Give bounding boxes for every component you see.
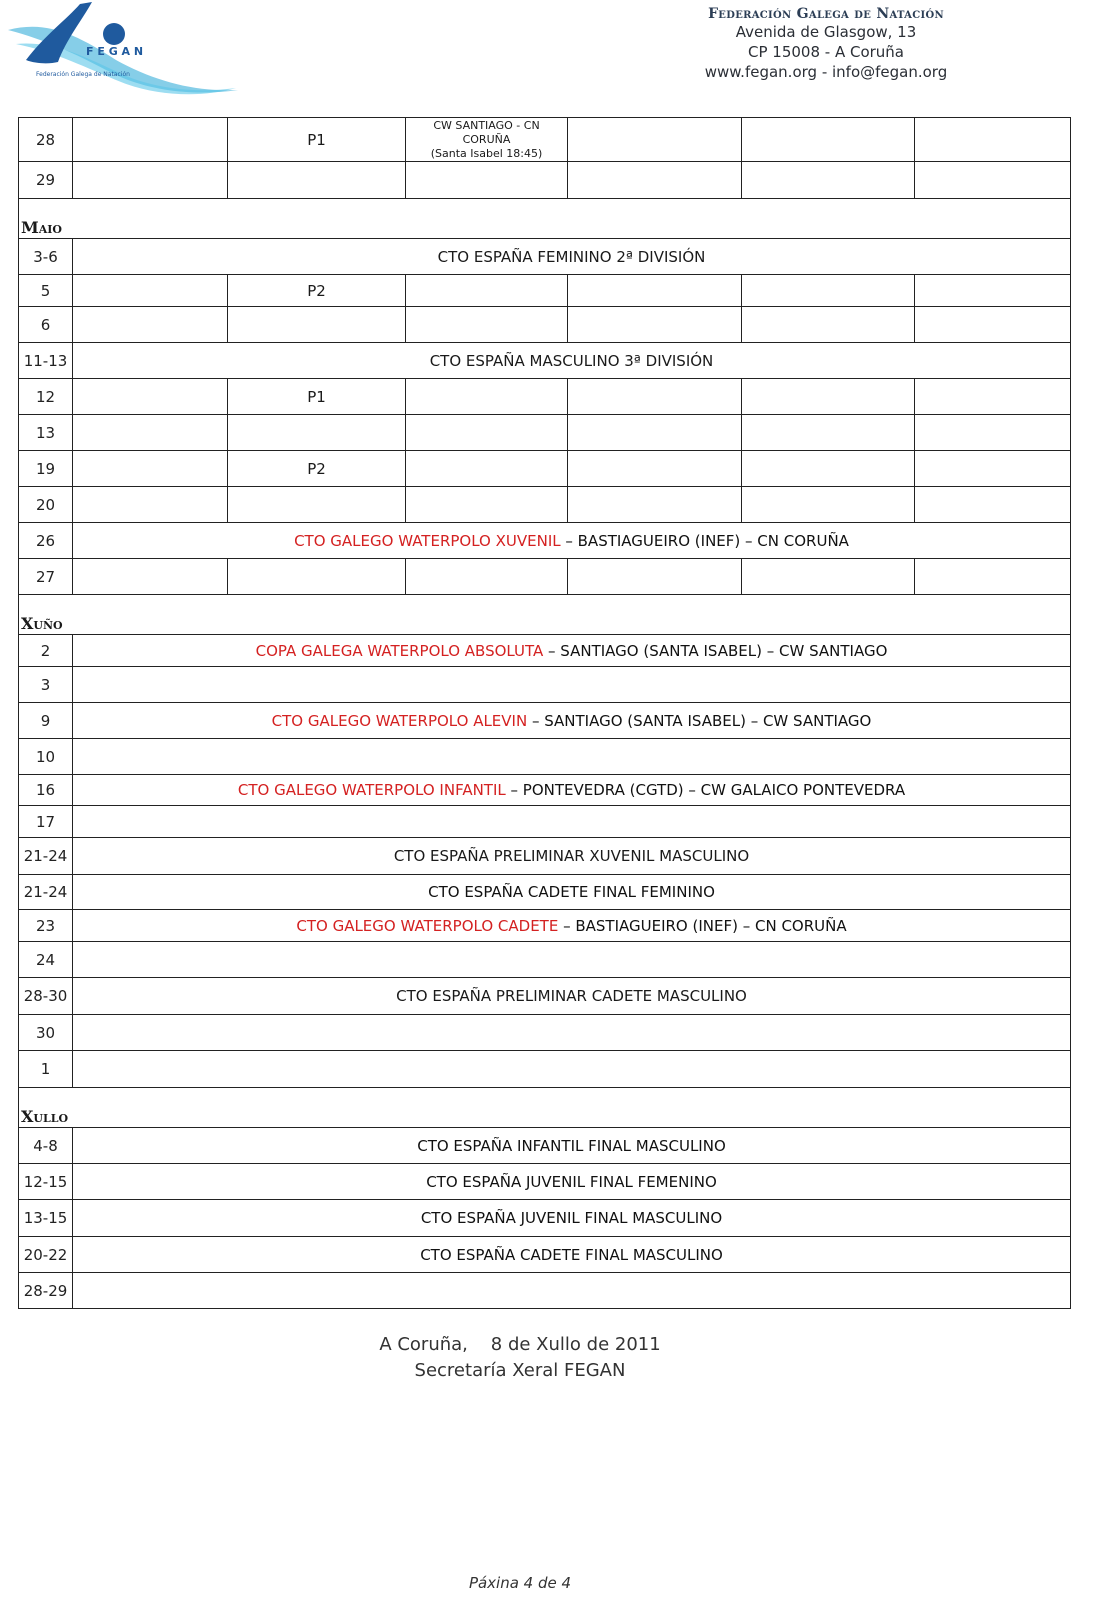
table-row <box>19 806 1071 838</box>
day-cell: 2 <box>19 635 73 667</box>
table-row <box>19 1200 1071 1237</box>
day-cell: 12-15 <box>19 1164 73 1200</box>
event-venue: – SANTIAGO (SANTA ISABEL) – CW SANTIAGO <box>527 711 872 730</box>
day-cell: 3 <box>19 667 73 703</box>
table-row <box>19 1273 1071 1309</box>
table-row <box>19 559 1071 595</box>
day-cell: 17 <box>19 806 73 838</box>
phase-cell: P1 <box>228 379 406 415</box>
event-cell <box>73 703 1071 739</box>
event-venue: – SANTIAGO (SANTA ISABEL) – CW SANTIAGO <box>543 641 888 660</box>
table-row <box>19 942 1071 978</box>
galego-event-title: CTO GALEGO WATERPOLO INFANTIL <box>237 781 506 799</box>
phase-cell: P2 <box>228 275 406 307</box>
phase-cell: P1 <box>228 118 406 162</box>
event-cell: CTO ESPAÑA JUVENIL FINAL FEMENINO <box>73 1164 1071 1200</box>
org-name: Federación Galega de Natación <box>708 6 944 22</box>
day-cell: 20 <box>19 487 73 523</box>
table-row <box>19 775 1071 806</box>
signature-block <box>0 1332 1040 1384</box>
table-row <box>19 739 1071 775</box>
org-contact: www.fegan.org - info@fegan.org <box>704 63 948 81</box>
table-row <box>19 379 1071 415</box>
galego-event-title: CTO GALEGO WATERPOLO CADETE <box>296 916 559 935</box>
match-line: CORUÑA <box>462 132 511 146</box>
event-cell: CTO ESPAÑA FEMININO 2ª DIVISIÓN <box>73 239 1071 275</box>
table-row <box>19 1237 1071 1273</box>
table-row <box>19 415 1071 451</box>
logo-subtext: Federación Galega de Natación <box>36 71 130 78</box>
day-cell: 24 <box>19 942 73 978</box>
day-cell: 3-6 <box>19 239 73 275</box>
event-cell <box>73 635 1071 667</box>
event-cell <box>73 523 1071 559</box>
day-cell: 30 <box>19 1015 73 1051</box>
day-cell: 19 <box>19 451 73 487</box>
table-row <box>19 343 1071 379</box>
table-row <box>19 523 1071 559</box>
event-cell: CTO ESPAÑA JUVENIL FINAL MASCULINO <box>73 1200 1071 1237</box>
day-cell: 29 <box>19 162 73 199</box>
match-line: CW SANTIAGO - CN <box>433 118 540 132</box>
event-venue: – PONTEVEDRA (CGTD) – CW GALAICO PONTEVEDRA <box>505 781 906 799</box>
month-heading-xullo: Xullo <box>19 1088 1071 1128</box>
event-cell: CTO ESPAÑA PRELIMINAR CADETE MASCULINO <box>73 978 1071 1015</box>
galego-event-title: CTO GALEGO WATERPOLO ALEVIN <box>271 711 528 730</box>
event-cell: CTO ESPAÑA PRELIMINAR XUVENIL MASCULINO <box>73 838 1071 875</box>
table-row <box>19 451 1071 487</box>
day-cell: 9 <box>19 703 73 739</box>
event-cell <box>73 910 1071 942</box>
day-cell: 12 <box>19 379 73 415</box>
org-address: Avenida de Glasgow, 13 <box>735 23 917 41</box>
galego-event-title: COPA GALEGA WATERPOLO ABSOLUTA <box>255 641 544 660</box>
table-row <box>19 239 1071 275</box>
event-cell: CTO ESPAÑA INFANTIL FINAL MASCULINO <box>73 1128 1071 1164</box>
place-date: A Coruña, 8 de Xullo de 2011 <box>379 1334 661 1355</box>
day-cell: 10 <box>19 739 73 775</box>
day-cell: 16 <box>19 775 73 806</box>
match-line: (Santa Isabel 18:45) <box>430 146 543 160</box>
table-row <box>19 307 1071 343</box>
event-cell: CTO ESPAÑA CADETE FINAL MASCULINO <box>73 1237 1071 1273</box>
day-cell: 28-29 <box>19 1273 73 1309</box>
month-heading-xunho: Xuño <box>19 595 1071 635</box>
table-row <box>19 275 1071 307</box>
day-cell: 26 <box>19 523 73 559</box>
table-row <box>19 1128 1071 1164</box>
day-cell: 4-8 <box>19 1128 73 1164</box>
day-cell: 13 <box>19 415 73 451</box>
galego-event-title: CTO GALEGO WATERPOLO XUVENIL <box>294 531 561 550</box>
org-postal: CP 15008 - A Coruña <box>747 43 904 61</box>
event-cell: CTO ESPAÑA MASCULINO 3ª DIVISIÓN <box>73 343 1071 379</box>
table-row <box>19 635 1071 667</box>
day-cell: 28 <box>19 118 73 162</box>
event-cell: CTO ESPAÑA CADETE FINAL FEMININO <box>73 875 1071 910</box>
table-row <box>19 667 1071 703</box>
table-row <box>19 703 1071 739</box>
day-cell: 6 <box>19 307 73 343</box>
day-cell: 5 <box>19 275 73 307</box>
table-row <box>19 118 1071 162</box>
table-row <box>19 875 1071 910</box>
table-row <box>19 1164 1071 1200</box>
page-number: Páxina 4 de 4 <box>468 1574 572 1592</box>
table-row <box>19 910 1071 942</box>
day-cell: 21-24 <box>19 838 73 875</box>
day-cell: 27 <box>19 559 73 595</box>
match-cell <box>406 118 568 162</box>
organization-header <box>661 6 991 82</box>
day-cell: 13-15 <box>19 1200 73 1237</box>
day-cell: 28-30 <box>19 978 73 1015</box>
month-heading-maio: Maio <box>19 199 1071 239</box>
day-cell: 20-22 <box>19 1237 73 1273</box>
event-venue: – BASTIAGUEIRO (INEF) – CN CORUÑA <box>558 916 847 935</box>
table-row <box>19 838 1071 875</box>
logo-text: F E G A N <box>86 45 144 58</box>
signature: Secretaría Xeral FEGAN <box>414 1360 626 1381</box>
day-cell: 23 <box>19 910 73 942</box>
table-row <box>19 978 1071 1015</box>
table-row <box>19 162 1071 199</box>
fegan-logo <box>6 0 241 96</box>
calendar-table <box>18 117 1071 1309</box>
table-row <box>19 1015 1071 1051</box>
table-row <box>19 1051 1071 1088</box>
event-venue: – BASTIAGUEIRO (INEF) – CN CORUÑA <box>560 531 849 550</box>
day-cell: 1 <box>19 1051 73 1088</box>
phase-cell: P2 <box>228 451 406 487</box>
table-row <box>19 487 1071 523</box>
day-cell: 11-13 <box>19 343 73 379</box>
event-cell <box>73 775 1071 806</box>
day-cell: 21-24 <box>19 875 73 910</box>
